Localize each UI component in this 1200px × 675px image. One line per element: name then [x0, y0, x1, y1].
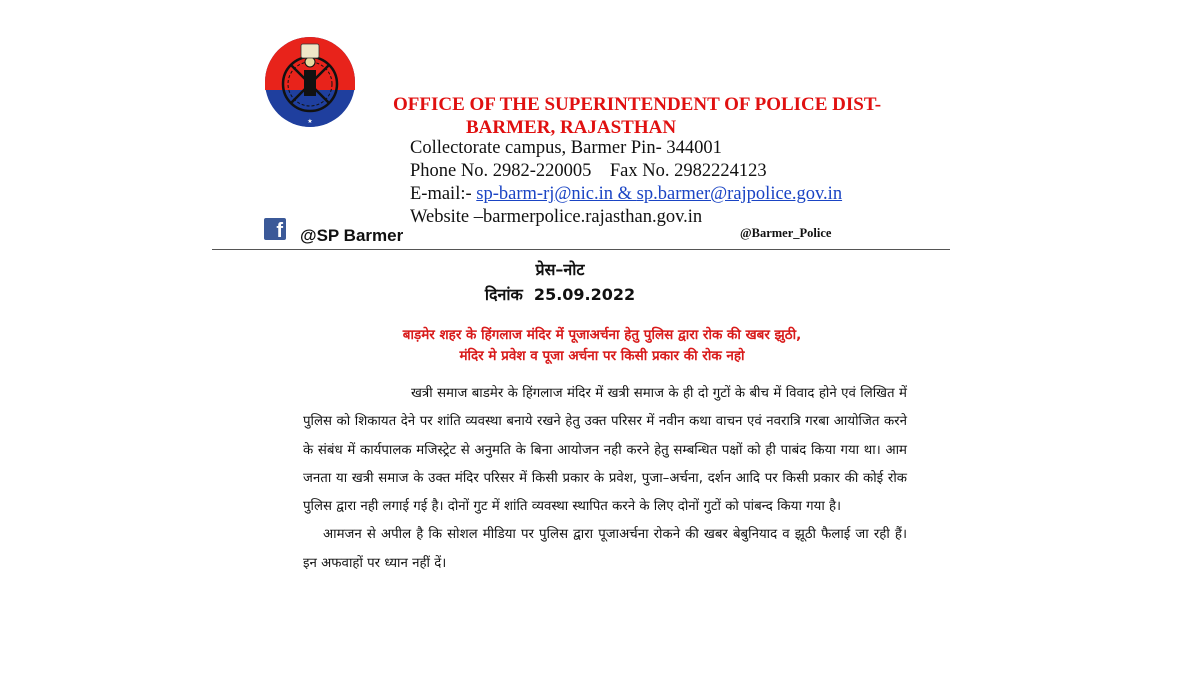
svg-text:★: ★	[307, 118, 313, 125]
police-logo	[263, 32, 357, 136]
header-divider	[212, 249, 950, 250]
website-line: Website –barmerpolice.rajasthan.gov.in	[410, 207, 703, 227]
email-separator: &	[613, 184, 637, 204]
office-title-line2: BARMER, RAJASTHAN	[466, 117, 677, 138]
email-link-rajpolice[interactable]: sp.barmer@rajpolice.gov.in	[636, 184, 843, 204]
press-note-title: प्रेस–नोट	[535, 260, 585, 279]
office-title-line1: OFFICE OF THE SUPERINTENDENT OF POLICE DIST-	[393, 94, 882, 115]
office-title	[393, 93, 881, 139]
address-line: Collectorate campus, Barmer Pin- 344001	[410, 138, 722, 158]
facebook-handle: @SP Barmer	[300, 226, 404, 245]
press-note-body	[303, 380, 907, 578]
facebook-icon: f	[264, 218, 286, 240]
email-line	[410, 183, 842, 206]
phone-fax-line: Phone No. 2982-220005 Fax No. 2982224123	[410, 161, 767, 181]
email-label: E-mail:-	[410, 184, 477, 204]
body-paragraph-1: खत्री समाज बाडमेर के हिंगलाज मंदिर में खत्री समाज के ही दो गुटों के बीच में विवाद होने एवं लिखित में पुलिस को शिकायत देने पर शांति व्यवस्था बनाये रखने हेतु उक्त परिसर में नवीन कथा वाचन एवं नवरात्रि गरबा आयोजित करने के संबंध में कार्यपालक मजिस्ट्रेट से अनुमति के बिना आयोजन नही करने हेतु सम्बन्धित पक्षों को ही पाबंद किया गया था। आम जनता या खत्री समाज के उक्त मंदिर परिसर में किसी प्रकार के प्रवेश, पुजा–अर्चना, दर्शन आदि पर किसी प्रकार की कोई रोक पुलिस द्वारा नही लगाई गई है। दोनों गुट में शांति व्यवस्था स्थापित करने के लिए दोनों गुटों को पांबन्द किया गया है।	[303, 386, 907, 515]
body-paragraph-2: आमजन से अपील है कि सोशल मीडिया पर पुलिस द्वारा पूजाअर्चना रोकने की खबर बेबुनियाद व झूठी फैलाई जा रही हैं। इन अफवाहों पर ध्यान नहीं दें।	[303, 527, 907, 571]
headline-line1: बाड़मेर शहर के हिंगलाज मंदिर में पूजाअर्चना हेतु पुलिस द्वारा रोक की खबर झुठी,	[402, 327, 802, 343]
press-note-date: दिनांक 25.09.2022	[484, 285, 636, 304]
press-note-headline	[296, 325, 908, 367]
headline-line2: मंदिर मे प्रवेश व पूजा अर्चना पर किसी प्रकार की रोक नहो	[459, 348, 745, 364]
contact-block	[410, 137, 842, 229]
email-link-nic[interactable]: sp-barm-rj@nic.in	[476, 184, 614, 204]
twitter-handle: @Barmer_Police	[740, 226, 832, 240]
